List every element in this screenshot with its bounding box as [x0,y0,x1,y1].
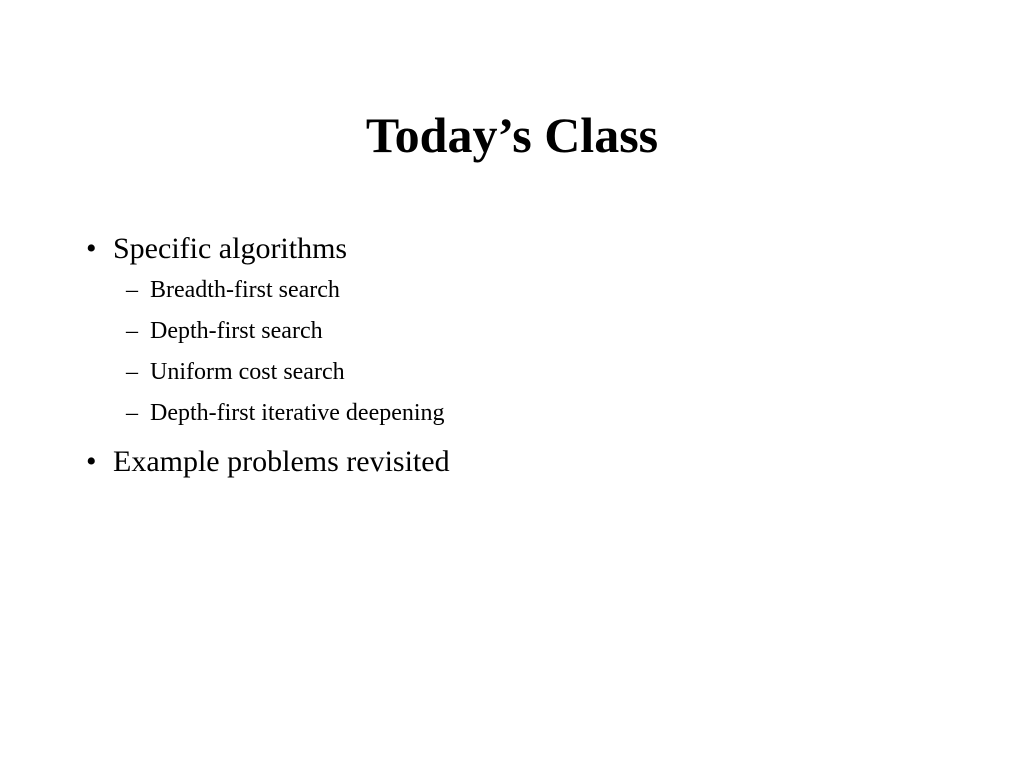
slide-title: Today’s Class [365,107,659,163]
sub-bullet-list [86,270,966,434]
sub-bullet-text: Breadth-first search [150,277,340,303]
dash-marker: – [126,400,138,426]
sub-bullet-text: Depth-first search [150,318,323,344]
bullet-text: Example problems revisited [113,445,450,478]
sub-bullet-item [126,311,966,352]
bullet-item-specific-algorithms [86,228,966,434]
bullet-list [86,228,966,490]
sub-bullet-item [126,352,966,393]
sub-bullet-item [126,393,966,434]
bullet-item-example-problems [86,441,966,483]
sub-bullet-text: Depth-first iterative deepening [150,400,445,426]
dash-marker: – [126,359,138,385]
bullet-marker: • [86,445,97,478]
dash-marker: – [126,277,138,303]
sub-bullet-text: Uniform cost search [150,359,345,385]
bullet-text: Specific algorithms [113,232,348,265]
sub-bullet-item [126,270,966,311]
dash-marker: – [126,318,138,344]
bullet-marker: • [86,232,97,265]
